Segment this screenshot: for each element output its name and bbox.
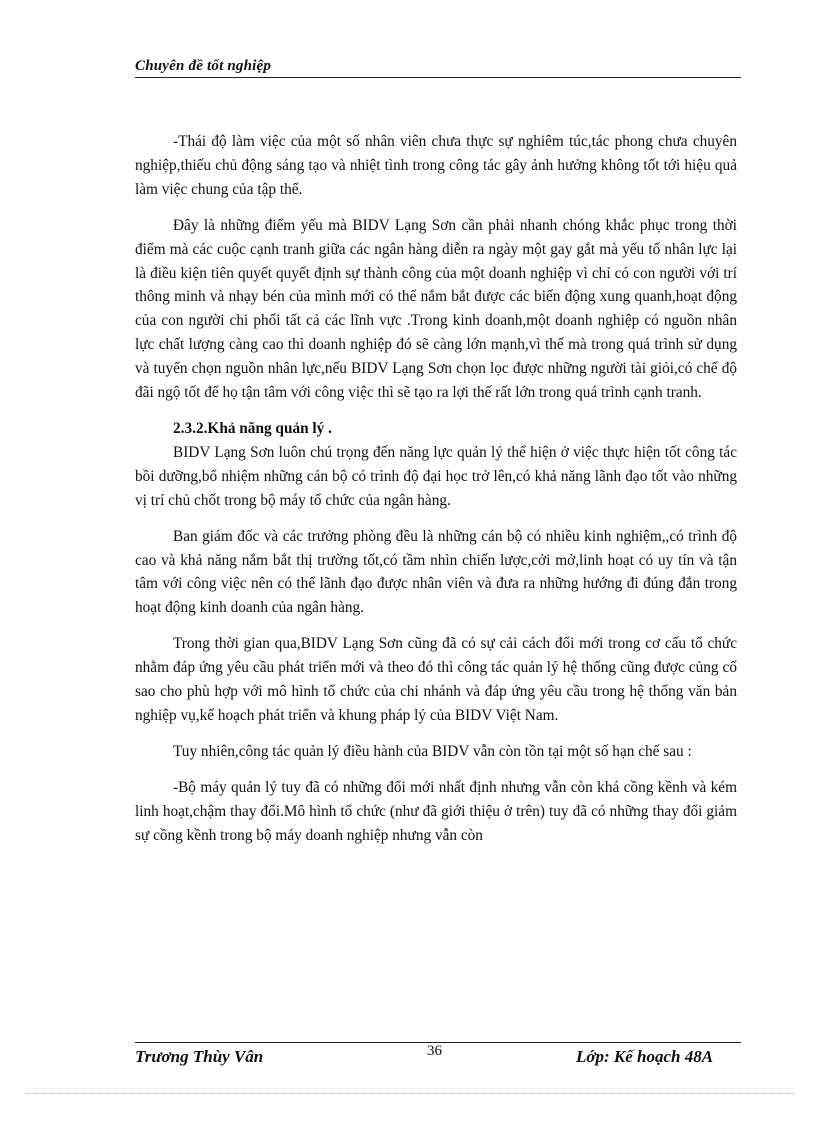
paragraph-staff-attitude: -Thái độ làm việc của một số nhân viên chưa thực sự nghiêm túc,tác phong chưa chuyên nghiệp,thiếu chủ động sáng tạo và nhiệt tình trong công tác gây ảnh hưởng không tốt tới hiệu quả làm việc chung của tập thể. — [135, 133, 737, 198]
paragraph-management-capacity: BIDV Lạng Sơn luôn chú trọng đến năng lực quản lý thể hiện ở việc thực hiện tốt công tác bồi dưỡng,bổ nhiệm những cán bộ có trình độ đại học trở lên,có khả năng lãnh đạo tốt vào những vị trí chủ chốt trong bộ máy tổ chức của ngân hàng. — [135, 443, 737, 509]
footer-class-label: Lớp: Kế hoạch 48A — [576, 1047, 714, 1066]
paragraph-limitations: Tuy nhiên,công tác quản lý điều hành của BIDV vẫn còn tồn tại một số hạn chế sau : — [173, 742, 692, 760]
document-body — [135, 130, 737, 847]
paragraph-board: Ban giám đốc và các trưởng phòng đều là những cán bộ có nhiều kinh nghiệm,,có trình độ cao và khả năng nắm bắt thị trường tốt,có tầm nhìn chiến lược,cởi mở,linh hoạt có uy tín và tận tâm với công việc nên có thể lãnh đạo được nhân viên và đưa ra những hướng đi đúng đắn trong hoạt động kinh doanh của ngân hàng. — [135, 527, 737, 617]
paragraph-reform: Trong thời gian qua,BIDV Lạng Sơn cũng đã có sự cải cách đổi mới trong cơ cấu tổ chức nhằm đáp ứng yêu cầu phát triển mới và theo đó thì công tác quản lý hệ thống cũng được củng cố sao cho phù hợp với mô hình tổ chức của chi nhánh và đáp ứng yêu cầu trong hệ thống văn bản nghiệp vụ,kế hoạch phát triển và khung pháp lý của BIDV Việt Nam. — [135, 635, 737, 724]
page-bottom-dotted-line — [25, 1093, 795, 1094]
header-title: Chuyên đề tốt nghiệp — [135, 58, 272, 74]
paragraph-weakness: Đây là những điểm yếu mà BIDV Lạng Sơn cần phải nhanh chóng khắc phục trong thời điểm mà các cuộc cạnh tranh giữa các ngân hàng diễn ra ngày một gay gắt mà yếu tố nhân lực lại là điều kiện tiên quyết quyết định sự thành công của một doanh nghiệp vì chỉ có con người với trí thông minh và nhạy bén của mình mới có thể nắm bắt được các biến động xung quanh,hoạt động của con người chi phối tất cả các lĩnh vực .Trong kinh doanh,một doanh nghiệp có nguồn nhân lực chất lượng càng cao thì doanh nghiệp đó sẽ càng lớn mạnh,vì thế mà trong quá trình sử dụng và tuyển chọn nguồn nhân lực,nếu BIDV Lạng Sơn chọn lọc được những người tài giỏi,có chế độ đãi ngộ tốt để họ tận tâm với công việc thì sẽ tạo ra lợi thế rất lớn trong quá trình cạnh tranh. — [135, 216, 737, 402]
footer-author: Trương Thùy Vân — [135, 1047, 264, 1066]
page-number: 36 — [427, 1043, 442, 1059]
section-heading: 2.3.2.Khả năng quản lý . — [173, 419, 332, 437]
paragraph-apparatus: -Bộ máy quản lý tuy đã có những đổi mới nhất định nhưng vẫn còn khá cồng kềnh và kém linh hoạt,chậm thay đổi.Mô hình tổ chức (như đã giới thiệu ở trên) tuy đã có những thay đổi giảm sự cồng kềnh trong bộ máy doanh nghiệp nhưng vẫn còn — [135, 778, 737, 844]
header-divider — [135, 77, 741, 78]
